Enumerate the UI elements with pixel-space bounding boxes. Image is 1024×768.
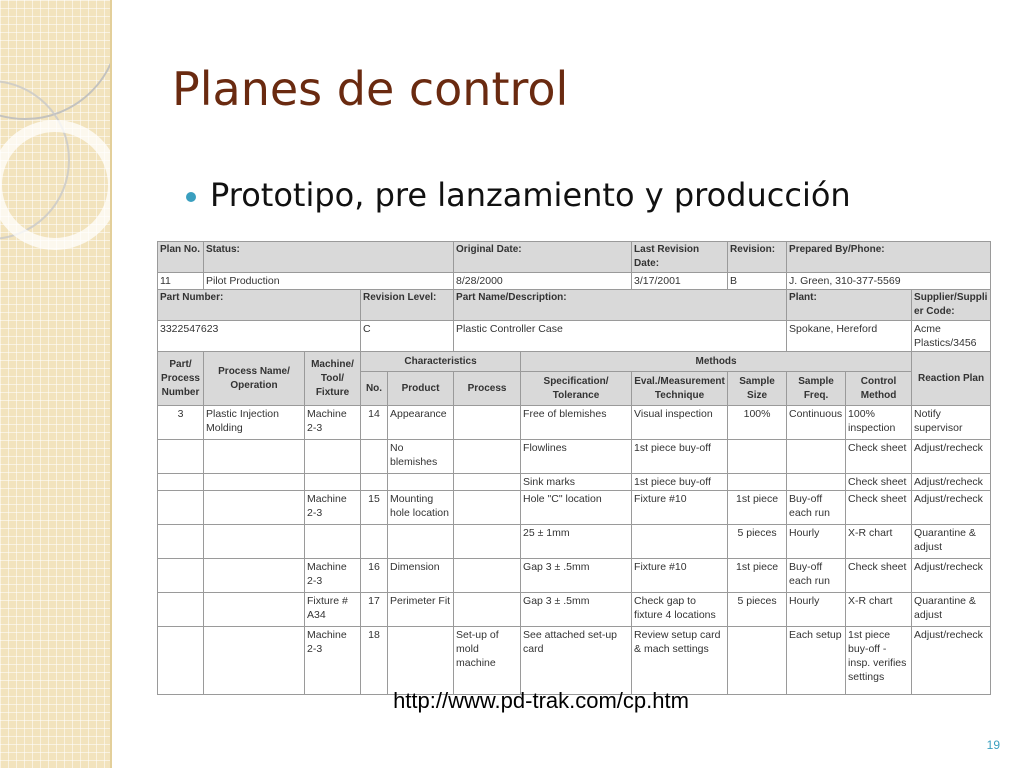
plant-value: Spokane, Hereford	[787, 321, 912, 352]
col-machine: Machine/ Tool/ Fixture	[305, 352, 361, 406]
bullet-item	[186, 176, 851, 214]
cell-eval-technique: 1st piece buy-off	[632, 440, 728, 474]
cell-product	[388, 627, 454, 695]
last-revision-label: Last Revision Date:	[632, 242, 728, 273]
cell-machine	[305, 474, 361, 491]
cell-process	[454, 474, 521, 491]
cell-char-no: 15	[361, 491, 388, 525]
cell-part-process-number: 3	[158, 406, 204, 440]
cell-machine: Machine 2-3	[305, 627, 361, 695]
cell-process	[454, 440, 521, 474]
cell-eval-technique	[632, 525, 728, 559]
cell-control-method: X-R chart	[846, 525, 912, 559]
revision-label: Revision:	[728, 242, 787, 273]
cell-process	[454, 559, 521, 593]
cell-char-no: 14	[361, 406, 388, 440]
part-number-label: Part Number:	[158, 290, 361, 321]
revision-level: C	[361, 321, 454, 352]
cell-reaction-plan: Adjust/recheck	[912, 491, 991, 525]
cell-control-method: Check sheet	[846, 440, 912, 474]
col-sample-size: Sample Size	[728, 372, 787, 406]
cell-part-process-number	[158, 491, 204, 525]
cell-product: Perimeter Fit	[388, 593, 454, 627]
cell-control-method: X-R chart	[846, 593, 912, 627]
cell-control-method: Check sheet	[846, 474, 912, 491]
cell-reaction-plan: Quarantine & adjust	[912, 525, 991, 559]
cell-reaction-plan: Adjust/recheck	[912, 440, 991, 474]
control-plan-rows	[158, 406, 991, 695]
cell-machine	[305, 525, 361, 559]
prepared-by-value: J. Green, 310-377-5569	[787, 273, 991, 290]
cell-sample-freq	[787, 440, 846, 474]
cell-specification: Hole "C" location	[521, 491, 632, 525]
cell-sample-size: 1st piece	[728, 491, 787, 525]
cell-sample-freq: Continuous	[787, 406, 846, 440]
cell-specification: See attached set-up card	[521, 627, 632, 695]
cell-sample-freq: Hourly	[787, 525, 846, 559]
cell-eval-technique: Fixture #10	[632, 491, 728, 525]
col-specification: Specification/ Tolerance	[521, 372, 632, 406]
cell-reaction-plan: Adjust/recheck	[912, 627, 991, 695]
cell-part-process-number	[158, 525, 204, 559]
status-label: Status:	[204, 242, 454, 273]
cell-process	[454, 491, 521, 525]
cell-specification: Free of blemishes	[521, 406, 632, 440]
source-url[interactable]: http://www.pd-trak.com/cp.htm	[393, 688, 689, 713]
cell-eval-technique: Fixture #10	[632, 559, 728, 593]
col-control-method: Control Method	[846, 372, 912, 406]
table-row	[158, 525, 991, 559]
original-date-label: Original Date:	[454, 242, 632, 273]
cell-sample-size	[728, 440, 787, 474]
cell-process	[454, 525, 521, 559]
cell-char-no: 17	[361, 593, 388, 627]
col-no: No.	[361, 372, 388, 406]
cell-char-no	[361, 525, 388, 559]
cell-machine	[305, 440, 361, 474]
table-row	[158, 474, 991, 491]
bullet-text: Prototipo, pre lanzamiento y producción	[210, 176, 851, 214]
cell-sample-freq: Buy-off each run	[787, 559, 846, 593]
table-row	[158, 491, 991, 525]
original-date: 8/28/2000	[454, 273, 632, 290]
cell-process-name	[204, 559, 305, 593]
cell-product: Appearance	[388, 406, 454, 440]
col-characteristics: Characteristics	[361, 352, 521, 372]
part-name: Plastic Controller Case	[454, 321, 787, 352]
cell-product: No blemishes	[388, 440, 454, 474]
status-value: Pilot Production	[204, 273, 454, 290]
last-revision-date: 3/17/2001	[632, 273, 728, 290]
cell-process-name	[204, 474, 305, 491]
cell-process-name	[204, 627, 305, 695]
cell-specification: Sink marks	[521, 474, 632, 491]
cell-specification: Flowlines	[521, 440, 632, 474]
cell-eval-technique: Check gap to fixture 4 locations	[632, 593, 728, 627]
table-row	[158, 406, 991, 440]
page-number: 19	[986, 738, 1000, 752]
cell-char-no: 18	[361, 627, 388, 695]
cell-process-name: Plastic Injection Molding	[204, 406, 305, 440]
cell-process	[454, 406, 521, 440]
cell-reaction-plan: Adjust/recheck	[912, 474, 991, 491]
cell-eval-technique: Review setup card & mach settings	[632, 627, 728, 695]
cell-machine: Machine 2-3	[305, 406, 361, 440]
cell-product	[388, 474, 454, 491]
bullet-icon	[186, 192, 196, 202]
col-part-process-number: Part/ Process Number	[158, 352, 204, 406]
cell-sample-freq	[787, 474, 846, 491]
cell-specification: 25 ± 1mm	[521, 525, 632, 559]
cell-sample-size: 1st piece	[728, 559, 787, 593]
cell-part-process-number	[158, 559, 204, 593]
table-row	[158, 559, 991, 593]
cell-control-method: 100% inspection	[846, 406, 912, 440]
cell-sample-size: 100%	[728, 406, 787, 440]
cell-product: Mounting hole location	[388, 491, 454, 525]
cell-part-process-number	[158, 627, 204, 695]
cell-char-no	[361, 474, 388, 491]
cell-sample-size: 5 pieces	[728, 525, 787, 559]
cell-process-name	[204, 593, 305, 627]
col-reaction-plan: Reaction Plan	[912, 352, 991, 406]
cell-specification: Gap 3 ± .5mm	[521, 559, 632, 593]
decorative-sidebar	[0, 0, 112, 768]
cell-char-no: 16	[361, 559, 388, 593]
cell-process-name	[204, 525, 305, 559]
cell-sample-freq: Hourly	[787, 593, 846, 627]
part-name-label: Part Name/Description:	[454, 290, 787, 321]
cell-process: Set-up of mold machine	[454, 627, 521, 695]
cell-part-process-number	[158, 474, 204, 491]
revision-value: B	[728, 273, 787, 290]
cell-machine: Fixture # A34	[305, 593, 361, 627]
cell-control-method: 1st piece buy-off - insp. verifies settings	[846, 627, 912, 695]
plan-no-label: Plan No.	[158, 242, 204, 273]
col-process: Process	[454, 372, 521, 406]
prepared-by-label: Prepared By/Phone:	[787, 242, 991, 273]
revision-level-label: Revision Level:	[361, 290, 454, 321]
col-eval-technique: Eval./Measurement Technique	[632, 372, 728, 406]
supplier-value: Acme Plastics/3456	[912, 321, 991, 352]
cell-product: Dimension	[388, 559, 454, 593]
part-number: 3322547623	[158, 321, 361, 352]
cell-sample-size: 5 pieces	[728, 593, 787, 627]
slide-title: Planes de control	[172, 62, 569, 116]
cell-sample-size	[728, 627, 787, 695]
cell-reaction-plan: Notify supervisor	[912, 406, 991, 440]
col-methods: Methods	[521, 352, 912, 372]
plan-no: 11	[158, 273, 204, 290]
cell-machine: Machine 2-3	[305, 491, 361, 525]
cell-reaction-plan: Adjust/recheck	[912, 559, 991, 593]
cell-control-method: Check sheet	[846, 491, 912, 525]
cell-eval-technique: Visual inspection	[632, 406, 728, 440]
supplier-label: Supplier/Supplier Code:	[912, 290, 991, 321]
control-plan-table	[157, 241, 991, 695]
table-row	[158, 593, 991, 627]
cell-control-method: Check sheet	[846, 559, 912, 593]
cell-reaction-plan: Quarantine & adjust	[912, 593, 991, 627]
col-product: Product	[388, 372, 454, 406]
table-row	[158, 440, 991, 474]
cell-char-no	[361, 440, 388, 474]
cell-product	[388, 525, 454, 559]
plant-label: Plant:	[787, 290, 912, 321]
cell-sample-freq: Each setup	[787, 627, 846, 695]
cell-part-process-number	[158, 593, 204, 627]
cell-eval-technique: 1st piece buy-off	[632, 474, 728, 491]
cell-process-name	[204, 491, 305, 525]
table-row	[158, 627, 991, 695]
decorative-ring	[0, 120, 112, 250]
cell-part-process-number	[158, 440, 204, 474]
cell-process	[454, 593, 521, 627]
cell-sample-freq: Buy-off each run	[787, 491, 846, 525]
cell-machine: Machine 2-3	[305, 559, 361, 593]
cell-process-name	[204, 440, 305, 474]
col-process-name: Process Name/ Operation	[204, 352, 305, 406]
col-sample-freq: Sample Freq.	[787, 372, 846, 406]
cell-sample-size	[728, 474, 787, 491]
cell-specification: Gap 3 ± .5mm	[521, 593, 632, 627]
